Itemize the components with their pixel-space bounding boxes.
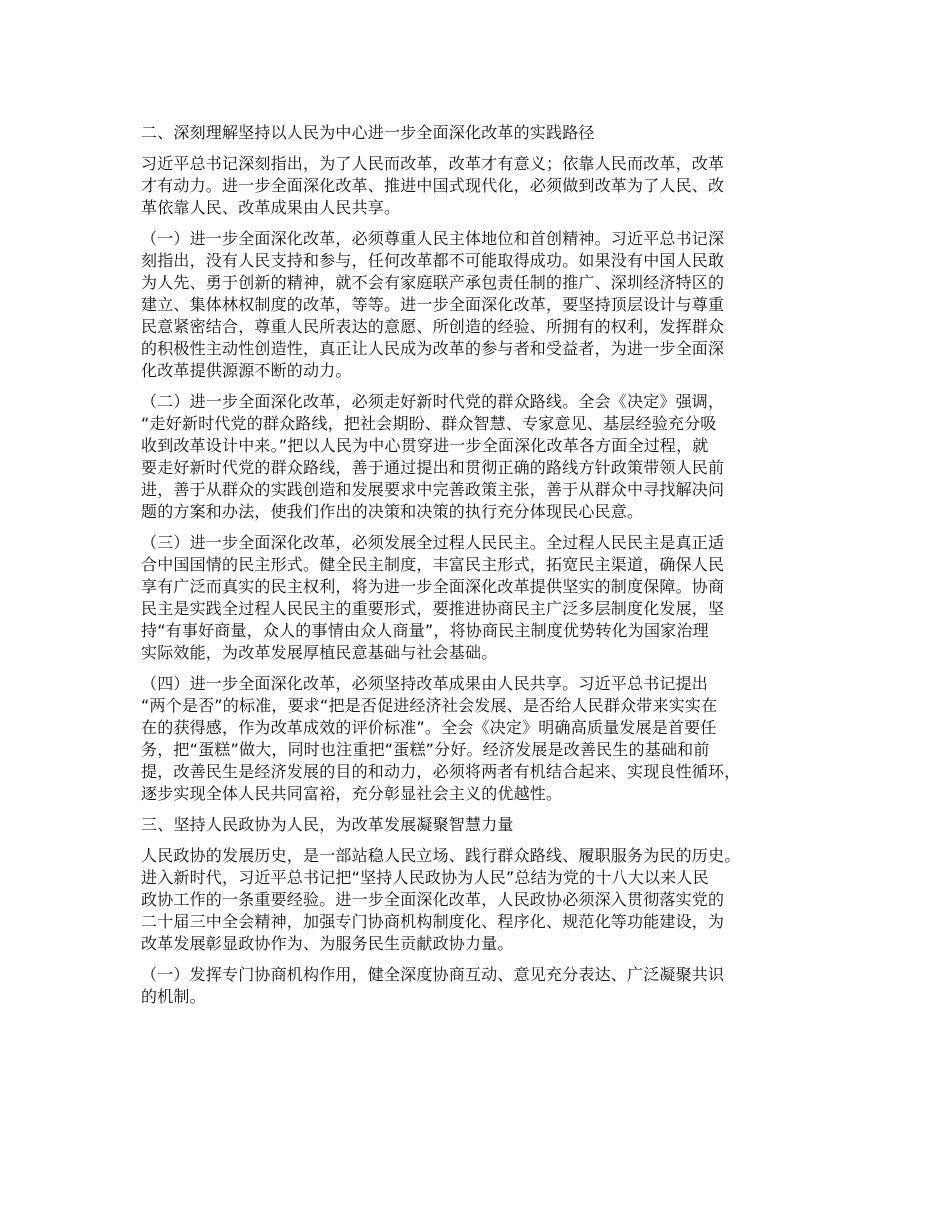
text-line: 才有动力。进一步全面深化改革、推进中国式现代化，必须做到改革为了人民、改: [141, 176, 725, 195]
paragraph-point-2: [141, 391, 831, 523]
document-page: [141, 122, 831, 1017]
paragraph-cppcc-intro: [141, 845, 831, 955]
text-line: 为人先、勇于创新的精神，就不会有家庭联产承包责任制的推广、深圳经济特区的: [141, 273, 725, 292]
text-line: （三）进一步全面深化改革，必须发展全过程人民民主。全过程人民民主是真正适: [141, 533, 725, 552]
section-heading-3: [141, 814, 831, 836]
text-line: 的机制。: [141, 987, 206, 1006]
text-line: 进，善于从群众的实践创造和发展要求中完善政策主张，善于从群众中寻找解决问: [141, 480, 725, 499]
text-line: 要走好新时代党的群众路线，善于通过提出和贯彻正确的路线方针政策带领人民前: [141, 458, 725, 477]
text-line: 建立、集体林权制度的改革，等等。进一步全面深化改革，要坚持顶层设计与尊重: [141, 295, 725, 314]
paragraph-point-1: [141, 228, 831, 382]
heading-line: 三、坚持人民政协为人民，为改革发展凝聚智慧力量: [141, 815, 514, 834]
paragraph-intro: [141, 153, 831, 219]
heading-line: 二、深刻理解坚持以人民为中心进一步全面深化改革的实践路径: [141, 123, 595, 142]
text-line: 化改革提供源源不断的动力。: [141, 361, 352, 380]
text-line: 合中国国情的民主形式。健全民主制度，丰富民主形式，拓宽民主渠道，确保人民: [141, 555, 725, 574]
text-line: （二）进一步全面深化改革，必须走好新时代党的群众路线。全会《决定》强调，: [141, 392, 725, 411]
text-line: 实际效能，为改革发展厚植民意基础与社会基础。: [141, 643, 498, 662]
text-line: 的积极性主动性创造性，真正让人民成为改革的参与者和受益者，为进一步全面深: [141, 339, 725, 358]
paragraph-point-3: [141, 532, 831, 664]
text-line: 务，把“蛋糕”做大，同时也注重把“蛋糕”分好。经济发展是改善民生的基础和前: [141, 740, 710, 759]
text-line: 民意紧密结合，尊重人民所表达的意愿、所创造的经验、所拥有的权利，发挥群众: [141, 317, 725, 336]
text-line: 刻指出，没有人民支持和参与，任何改革都不可能取得成功。如果没有中国人民敢: [141, 251, 725, 270]
text-line: （四）进一步全面深化改革，必须坚持改革成果由人民共享。习近平总书记提出: [141, 674, 709, 693]
text-line: 改革发展彰显政协作为、为服务民生贡献政协力量。: [141, 934, 514, 953]
text-line: 题的方案和办法，使我们作出的决策和决策的执行充分体现民心民意。: [141, 502, 644, 521]
text-line: 持“有事好商量，众人的事情由众人商量”，将协商民主制度优势转化为国家治理: [141, 621, 709, 640]
text-line: 习近平总书记深刻指出，为了人民而改革，改革才有意义；依靠人民而改革，改革: [141, 154, 725, 173]
text-line: 革依靠人民、改革成果由人民共享。: [141, 198, 401, 217]
paragraph-point-4: [141, 673, 831, 805]
section-heading-2: [141, 122, 831, 144]
text-line: 享有广泛而真实的民主权利，将为进一步全面深化改革提供坚实的制度保障。协商: [141, 577, 725, 596]
text-line: （一）发挥专门协商机构作用，健全深度协商互动、意见充分表达、广泛凝聚共识: [141, 965, 725, 984]
text-line: 二十届三中全会精神，加强专门协商机构制度化、程序化、规范化等功能建设，为: [141, 912, 725, 931]
text-line: 提，改善民生是经济发展的目的和动力，必须将两者有机结合起来、实现良性循环，: [141, 762, 741, 781]
text-line: （一）进一步全面深化改革，必须尊重人民主体地位和首创精神。习近平总书记深: [141, 229, 725, 248]
text-line: 进入新时代，习近平总书记把“坚持人民政协为人民”总结为党的十八大以来人民: [141, 868, 709, 887]
text-line: “走好新时代党的群众路线，把社会期盼、群众智慧、专家意见、基层经验充分吸: [141, 414, 717, 433]
text-line: 收到改革设计中来。”把以人民为中心贯穿进一步全面深化改革各方面全过程，就: [141, 436, 709, 455]
text-line: 逐步实现全体人民共同富裕，充分彰显社会主义的优越性。: [141, 784, 563, 803]
text-line: 民主是实践全过程人民民主的重要形式，要推进协商民主广泛多层制度化发展，坚: [141, 599, 725, 618]
text-line: 政协工作的一条重要经验。进一步全面深化改革，人民政协必须深入贯彻落实党的: [141, 890, 725, 909]
text-line: “两个是否”的标准，要求“把是否促进经济社会发展、是否给人民群众带来实实在: [141, 696, 718, 715]
text-line: 在的获得感，作为改革成效的评价标准”。全会《决定》明确高质量发展是首要任: [141, 718, 717, 737]
paragraph-cppcc-point-1: [141, 964, 831, 1008]
text-line: 人民政协的发展历史，是一部站稳人民立场、践行群众路线、履职服务为民的历史。: [141, 846, 741, 865]
